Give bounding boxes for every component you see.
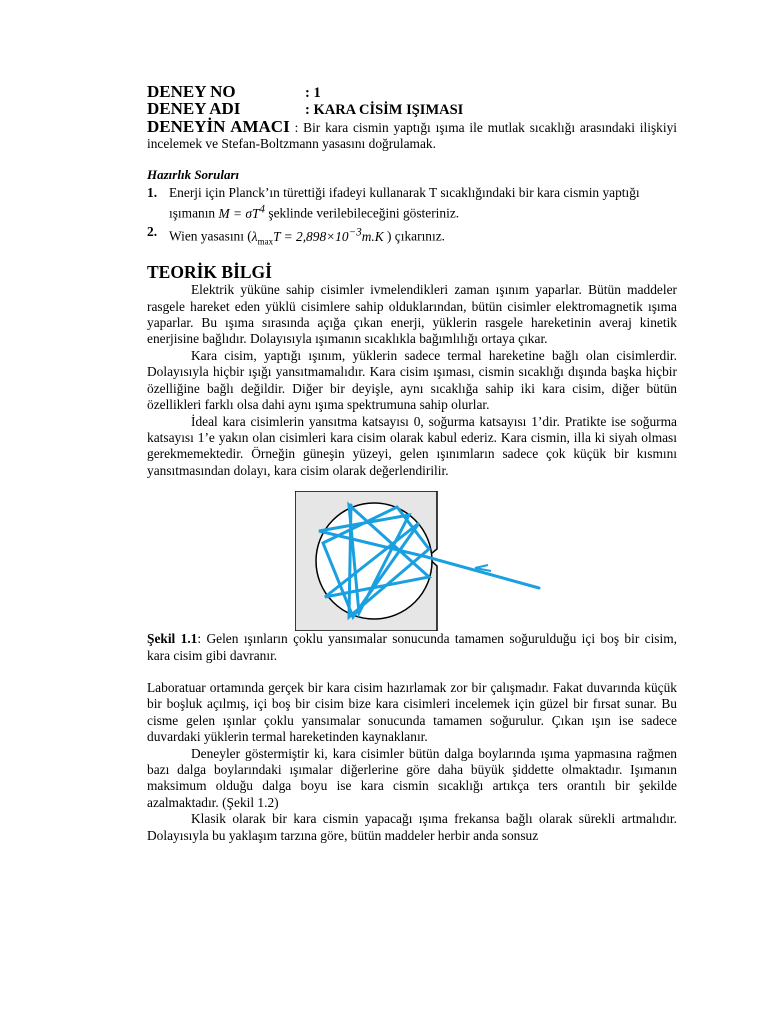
question-1 <box>147 185 677 222</box>
figure-caption-label: Şekil 1.1 <box>147 631 198 647</box>
experiment-name-value: : KARA CİSİM IŞIMASI <box>305 102 464 119</box>
figure-caption <box>147 631 677 664</box>
experiment-number-label: DENEY NO <box>147 82 236 101</box>
blackbody-cavity-figure <box>295 491 545 631</box>
figure-caption-text: : Gelen ışınların çoklu yansımalar sonucunda tamamen soğurulduğu içi boş bir cisim, kara cisim gibi davranır. <box>147 631 677 663</box>
spacer <box>147 664 677 680</box>
question-1-part-a: Enerji için Planck’ın türettiği ifadeyi kullanarak T sıcaklığındaki bir kara cismin yaptığı ışımanın <box>169 185 640 221</box>
experiment-aim-label: DENEYİN AMACI <box>147 116 290 136</box>
question-2-text <box>169 224 677 250</box>
formula-wien-value: T = 2,898×10 <box>273 228 349 244</box>
experiment-aim-text: : Bir kara cismin yaptığı ışıma ile mutlak sıcaklığı arasındaki ilişkiyi incelemek ve Stefan-Boltzmann yasasını doğrulamak. <box>147 119 677 152</box>
wien-formula <box>251 226 384 247</box>
theory-paragraph-4: Laboratuar ortamında gerçek bir kara cisim hazırlamak zor bir çalışmadır. Fakat duvarında küçük bir boşluk açılmış, içi boş bir cisim bize kara cisimleri incelemek için güzel bir fırsat sunar. Bu cisme gelen ışınlar çoklu yansımalar sonucunda tamamen soğurulur. Çıkan ışın ise sadece duvardaki yüklerin termal hareketinden kaynaklanır. <box>147 679 677 745</box>
theory-paragraph-6: Klasik olarak bir kara cismin yapacağı ışıma frekansa bağlı olarak sürekli artmalıdır. Dolayısıyla bu yaklaşım tarzına göre, bütün maddeler herbir anda sonsuz <box>147 811 677 843</box>
stefan-boltzmann-formula <box>218 203 265 221</box>
question-1-part-b: şeklinde verilebileceğini gösteriniz. <box>268 205 460 221</box>
question-2-part-b: ) çıkarınız. <box>387 228 445 244</box>
theory-paragraph-2: Kara cisim, yaptığı ışınım, yüklerin sadece termal hareketine bağlı olan cisimlerdir. Dolayısıyla hiçbir ışığı yansıtmamalıdır. Kara cisim ışıması, cismin sıcaklığı dışında başka hiçbir özelliğine bağlı değildir. Diğer bir deyişle, aynı sıcaklığa sahip iki kara cisim, diğer bütün özellikleri farklı olsa dahi aynı ışıma spektrumuna sahip olurlar. <box>147 347 677 413</box>
formula-wien-unit: m.K <box>361 228 384 244</box>
formula-lambda: λ <box>251 228 258 244</box>
cavity-diagram <box>295 491 545 631</box>
experiment-aim <box>147 116 677 153</box>
experiment-number-value: : 1 <box>305 85 321 101</box>
theory-paragraph-5: Deneyler göstermiştir ki, kara cisimler bütün dalga boylarında ışıma yapmasına rağmen bazı dalga boylarındaki ışımalar diğerlerine göre daha büyük şiddette olmaktadır. Işımanın maksimum olduğu dalga boyu ise kara cismin sıcaklığı artıkça ters orantılı bir şekilde azalmaktadır. (Şekil 1.2) <box>147 745 677 810</box>
formula-wien-exponent: −3 <box>348 226 362 239</box>
experiment-name-label: DENEY ADI <box>147 99 241 119</box>
question-2-part-a: Wien yasasını ( <box>169 228 252 244</box>
theory-paragraph-1: Elektrik yüküne sahip cisimler ivmelendikleri zaman ışınım yaparlar. Bütün maddeler rasgele hareket eden yüklü cisimlere sahip olduklarından, bütün cisimler elektromagnetik ışıma yaparlar. Bu ışıma sırasında açığa çıkan enerji, yüklerin rasgele hareketinin averaj kinetik enerjisine bağlıdır. Dolayısıyla ışımanın sıcaklıkla bağımlılığı ortaya çıkar. <box>147 282 677 347</box>
question-2-number: 2. <box>147 224 158 240</box>
question-2 <box>147 224 677 250</box>
formula-m-sigma-t: M = σT <box>218 205 260 221</box>
question-1-number: 1. <box>147 185 158 201</box>
preparation-questions-title: Hazırlık Soruları <box>147 166 240 182</box>
theory-paragraph-3: İdeal kara cisimlerin yansıtma katsayısı 0, soğurma katsayısı 1’dir. Pratikte ise soğurma katsayısı 1’e yakın olan cisimleri kara cisim olarak kabul ederiz. Kara cismin, illa ki siyah olması gerekmemektedir. Örneğin güneşin yüzeyi, gelen ışınımların sadece çok küçük bir kısmını yansıtmasından dolayı, kara cisim olarak değerlendirilir. <box>147 413 677 478</box>
theory-section-title: TEORİK BİLGİ <box>147 261 272 282</box>
document-page <box>147 84 677 844</box>
question-1-text <box>169 185 677 222</box>
formula-subscript-max: max <box>257 236 274 247</box>
formula-exponent: 4 <box>259 203 265 216</box>
